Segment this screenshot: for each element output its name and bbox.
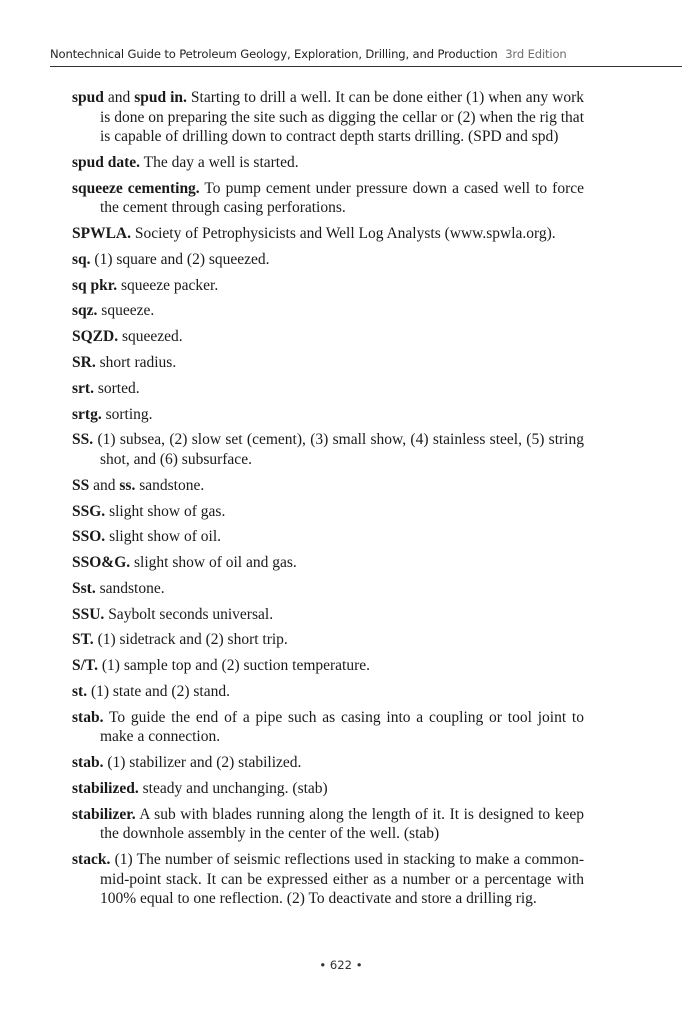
glossary-entry — [72, 605, 584, 625]
entry-definition: squeezed. — [118, 328, 183, 346]
glossary-entry — [72, 430, 584, 469]
glossary-entry — [72, 405, 584, 425]
entry-term: SSO. — [72, 528, 106, 546]
entry-term: stack. — [72, 851, 111, 869]
entry-term: ss. — [119, 476, 136, 494]
entry-term: sq pkr. — [72, 276, 118, 294]
entry-definition: (1) sample top and (2) suction temperature. — [98, 657, 371, 675]
glossary-entry — [72, 682, 584, 702]
entry-definition: sandstone. — [135, 476, 205, 494]
glossary-entry — [72, 630, 584, 650]
entry-term: stabilized. — [72, 779, 139, 797]
edition-label: 3rd Edition — [505, 47, 567, 61]
entry-definition: squeeze. — [97, 302, 155, 320]
entry-term: ST. — [72, 631, 94, 649]
entry-definition: (1) The number of seismic reflections used in stacking to make a common-mid-point stack. It can be expressed either as a number or a percentage with 100% equal to one reflection. (2) To deactivate and store a drilling rig. — [100, 851, 584, 908]
glossary-entry — [72, 553, 584, 573]
entry-definition: A sub with blades running along the length of it. It is designed to keep the downhole assembly in the center of the well. (stab) — [100, 805, 584, 843]
entry-term: stab. — [72, 754, 104, 772]
entry-term: stabilizer. — [72, 805, 136, 823]
page-number: • 622 • — [319, 958, 363, 972]
glossary-entry — [72, 656, 584, 676]
entry-definition: Starting to drill a well. It can be done either (1) when any work is done on preparing the site such as digging the cellar or (2) when the rig that is capable of drilling down to contract depth starts drilling. (SPD and spd) — [100, 89, 584, 146]
glossary-entry — [72, 224, 584, 244]
entry-term: SS — [72, 476, 90, 494]
entry-term: SSO&G. — [72, 554, 131, 572]
entry-term: srtg. — [72, 405, 102, 423]
entry-definition: Saybolt seconds universal. — [104, 605, 274, 623]
header-rule — [50, 66, 682, 67]
entry-definition: steady and unchanging. (stab) — [138, 779, 328, 797]
entry-definition: The day a well is started. — [140, 153, 299, 171]
glossary-entry — [72, 327, 584, 347]
entry-definition: Society of Petrophysicists and Well Log Analysts (www.spwla.org). — [131, 225, 556, 243]
entry-definition: (1) state and (2) stand. — [87, 683, 230, 700]
book-title: Nontechnical Guide to Petroleum Geology, Exploration, Drilling, and Production — [50, 47, 498, 61]
glossary-entry — [72, 502, 584, 522]
entry-definition: slight show of gas. — [105, 502, 226, 520]
entry-definition: short radius. — [95, 354, 177, 372]
entry-term: SSG. — [72, 502, 106, 520]
entry-definition: squeeze packer. — [117, 276, 219, 294]
entry-term: sq. — [72, 250, 91, 268]
entry-term: st. — [72, 683, 88, 700]
entry-definition: To guide the end of a pipe such as casing into a coupling or tool joint to make a connection. — [100, 708, 584, 746]
glossary-entry — [72, 153, 584, 173]
entry-definition: (1) square and (2) squeezed. — [90, 250, 270, 268]
glossary-entry — [72, 179, 584, 218]
entry-term: SSU. — [72, 605, 105, 623]
entry-term: squeeze cementing. — [72, 179, 200, 197]
entry-term: SQZD. — [72, 328, 119, 346]
glossary-entry — [72, 753, 584, 773]
glossary-entry — [72, 88, 584, 147]
glossary-entry — [72, 276, 584, 296]
glossary-entry — [72, 527, 584, 547]
entry-term: spud — [72, 89, 104, 106]
glossary-entry — [72, 805, 584, 844]
entry-term: S/T. — [72, 657, 98, 675]
entry-definition: sorting. — [101, 405, 153, 423]
running-header — [50, 47, 682, 61]
glossary-entry — [72, 779, 584, 799]
entry-definition: slight show of oil and gas. — [130, 554, 297, 572]
entry-term: SPWLA. — [72, 225, 131, 243]
entry-definition: (1) sidetrack and (2) short trip. — [93, 631, 288, 649]
entry-definition: (1) subsea, (2) slow set (cement), (3) small show, (4) stainless steel, (5) string shot, and (6) subsurface. — [93, 431, 584, 468]
entry-definition: sorted. — [93, 379, 140, 397]
entry-term: SR. — [72, 354, 96, 372]
entry-term: spud date. — [72, 153, 141, 171]
glossary-entry — [72, 476, 584, 496]
entry-definition: (1) stabilizer and (2) stabilized. — [103, 754, 302, 772]
glossary-entry — [72, 379, 584, 399]
glossary-entry — [72, 850, 584, 909]
entry-definition: and — [103, 89, 135, 106]
glossary-entries — [72, 88, 584, 915]
entry-definition: To pump cement under pressure down a cased well to force the cement through casing perforations. — [100, 179, 584, 217]
glossary-entry — [72, 708, 584, 747]
glossary-entry — [72, 353, 584, 373]
entry-term: sqz. — [72, 302, 98, 320]
glossary-entry — [72, 250, 584, 270]
entry-definition: sandstone. — [95, 579, 165, 597]
entry-definition: slight show of oil. — [105, 528, 222, 546]
entry-term: Sst. — [72, 579, 96, 597]
glossary-entry — [72, 301, 584, 321]
glossary-entry — [72, 579, 584, 599]
entry-definition: and — [89, 476, 120, 494]
entry-term: SS. — [72, 431, 94, 449]
entry-term: stab. — [72, 708, 104, 726]
entry-term: spud in. — [134, 89, 187, 106]
entry-term: srt. — [72, 379, 94, 397]
